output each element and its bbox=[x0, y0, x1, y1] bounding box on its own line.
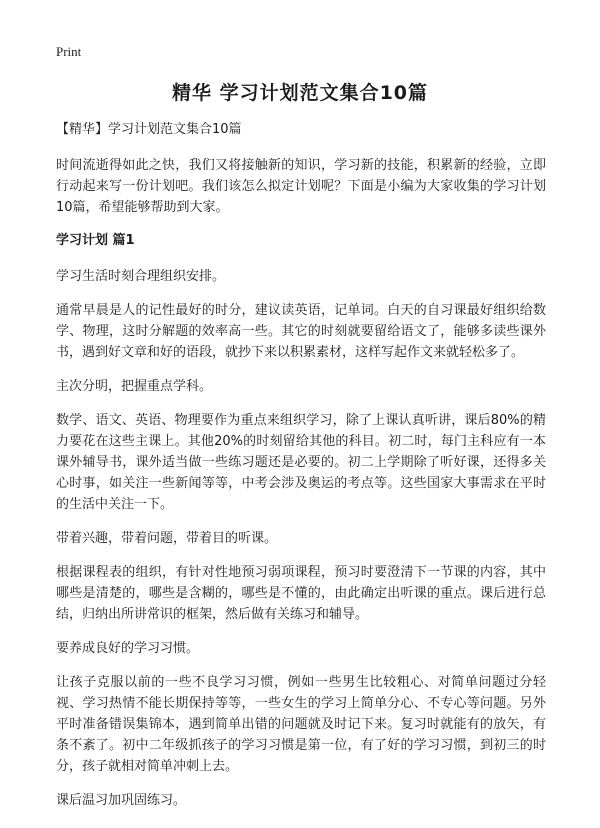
paragraph: 要养成良好的学习习惯。 bbox=[56, 641, 200, 656]
paragraph: 数学、语文、英语、物理要作为重点来组织学习，除了上课认真听讲，课后80%的精力要花在这些主课上。其他20%的时刻留给其他的科目。初二时，每门主科应有一本课外辅导书，课外适当做一些练习题还是必要的。初二上学期除了听好课，还得多关心时事，如关注一些新闻等等，中考会涉及奥运的考点等。这些国家大事需求在平时的生活中关注一下。 bbox=[56, 413, 546, 512]
paragraph: 课后温习加巩固练习。 bbox=[56, 793, 187, 808]
article-body bbox=[56, 120, 546, 824]
paragraph: 根据课程表的组织，有针对性地预习弱项课程，预习时要澄清下一节课的内容，其中哪些是清楚的，哪些是含糊的，哪些是不懂的，由此确定出听课的重点。课后进行总结，归纳出所讲常识的框架，然后做有关练习和辅导。 bbox=[56, 565, 546, 622]
print-label[interactable]: Print bbox=[56, 44, 82, 59]
subtitle: 【精华】学习计划范文集合10篇 bbox=[56, 122, 242, 137]
paragraph: 让孩子克服以前的一些不良学习习惯，例如一些男生比较粗心、对简单问题过分轻视、学习热情不能长期保持等等，一些女生的学习上简单分心、不专心等问题。另外平时准备错误集锦本，遇到简单出错的问题就及时记下来。复习时就能有的放矢，有条不紊了。初中二年级抓孩子的学习习惯是第一位，有了好的学习习惯，到初三的时分，孩子就相对简单冲刺上去。 bbox=[56, 675, 546, 774]
intro-paragraph: 时间流逝得如此之快，我们又将接触新的知识，学习新的技能，积累新的经验，立即行动起来写一份计划吧。我们该怎么拟定计划呢？下面是小编为大家收集的学习计划10篇，希望能够帮助到大家。 bbox=[56, 158, 546, 215]
page-title: 精华 学习计划范文集合10篇 bbox=[171, 82, 429, 104]
paragraph: 通常早晨是人的记性最好的时分，建议读英语，记单词。白天的自习课最好组织给数学、物理，这时分解题的效率高一些。其它的时刻就要留给语文了，能够多读些课外书，遇到好文章和好的语段，就抄下来以积累素材，这样写起作文来就轻松多了。 bbox=[56, 303, 546, 360]
paragraph: 带着兴趣，带着问题，带着目的听课。 bbox=[56, 531, 278, 546]
paragraph: 主次分明，把握重点学科。 bbox=[56, 379, 213, 394]
paragraph: 学习生活时刻合理组织安排。 bbox=[56, 269, 226, 284]
section-heading: 学习计划 篇1 bbox=[56, 233, 135, 248]
